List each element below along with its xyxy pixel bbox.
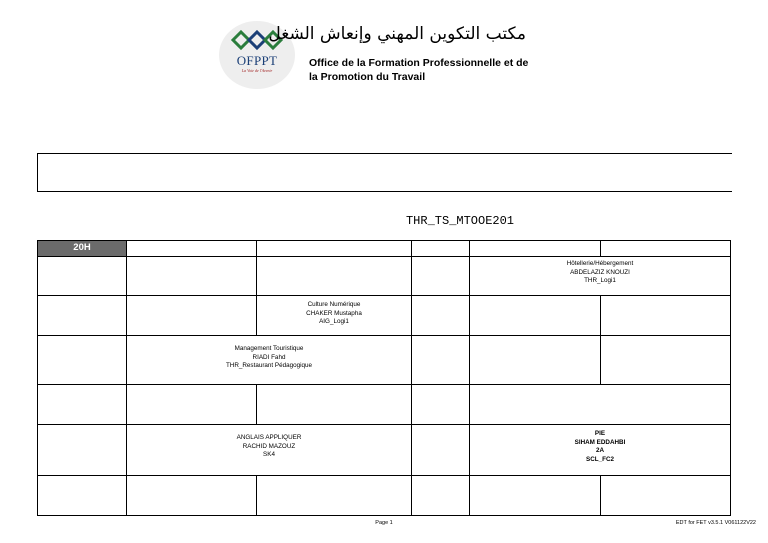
grid-line: [37, 384, 731, 385]
grid-line: [37, 240, 731, 241]
group-title: THR_TS_MTOOE201: [405, 214, 515, 228]
timetable-grid: [37, 240, 731, 516]
grid-line: [37, 256, 731, 257]
session-management-touristique[interactable]: [127, 345, 411, 371]
grid-line: [37, 475, 731, 476]
session-culture-numerique[interactable]: [257, 301, 411, 327]
grid-line: [411, 240, 412, 516]
session-teacher: RIADI Fahd: [252, 353, 286, 361]
session-subject: Hôtellerie/Hébergement: [566, 260, 634, 267]
grid-line: [37, 240, 38, 516]
grid-line: [600, 475, 601, 516]
grid-line: [730, 240, 731, 516]
org-name-line2: la Promotion du Travail: [309, 71, 426, 83]
session-room: AIG_Logi1: [319, 318, 349, 325]
session-group: 2A: [595, 447, 605, 454]
session-room: THR_Logi1: [584, 277, 616, 284]
session-teacher: ABDELAZIZ KNOUZI: [570, 268, 630, 276]
session-teacher: SIHAM EDDAHBI: [574, 438, 626, 446]
session-room: THR_Restaurant Pédagogique: [225, 362, 313, 369]
logo-tagline: La Voie de l'Avenir: [241, 68, 273, 73]
grid-line: [600, 295, 601, 385]
session-subject: PIE: [594, 430, 606, 437]
page-number: Page 1: [375, 520, 393, 526]
grid-line: [37, 335, 731, 336]
session-teacher: RACHID MAZOUZ: [242, 442, 296, 450]
title-box: [37, 153, 732, 192]
session-anglais[interactable]: [127, 434, 411, 460]
session-hotellerie[interactable]: [470, 260, 730, 286]
grid-line: [37, 295, 731, 296]
session-room: SK4: [263, 451, 275, 458]
grid-line: [37, 424, 731, 425]
session-room: SCL_FC2: [586, 455, 614, 463]
grid-line: [37, 515, 731, 516]
time-header: 20H: [37, 240, 127, 256]
grid-line: [256, 475, 257, 516]
session-subject: Management Touristique: [234, 345, 304, 352]
session-subject: Culture Numérique: [307, 301, 361, 308]
grid-line: [600, 240, 601, 257]
version-label: EDT for FET v3.5.1 V061122V22: [675, 520, 756, 526]
session-teacher: CHAKER Mustapha: [306, 309, 362, 317]
org-name: [309, 56, 539, 84]
grid-line: [256, 384, 257, 425]
arabic-org-name: مكتب التكوين المهني وإنعاش الشغل: [268, 24, 526, 44]
grid-line: [126, 240, 127, 516]
org-name-line1: Office de la Formation Professionnelle et de: [309, 57, 529, 69]
session-subject: ANGLAIS APPLIQUER: [236, 434, 302, 441]
logo-text: OFPPT: [236, 53, 278, 68]
session-pie[interactable]: [470, 430, 730, 464]
